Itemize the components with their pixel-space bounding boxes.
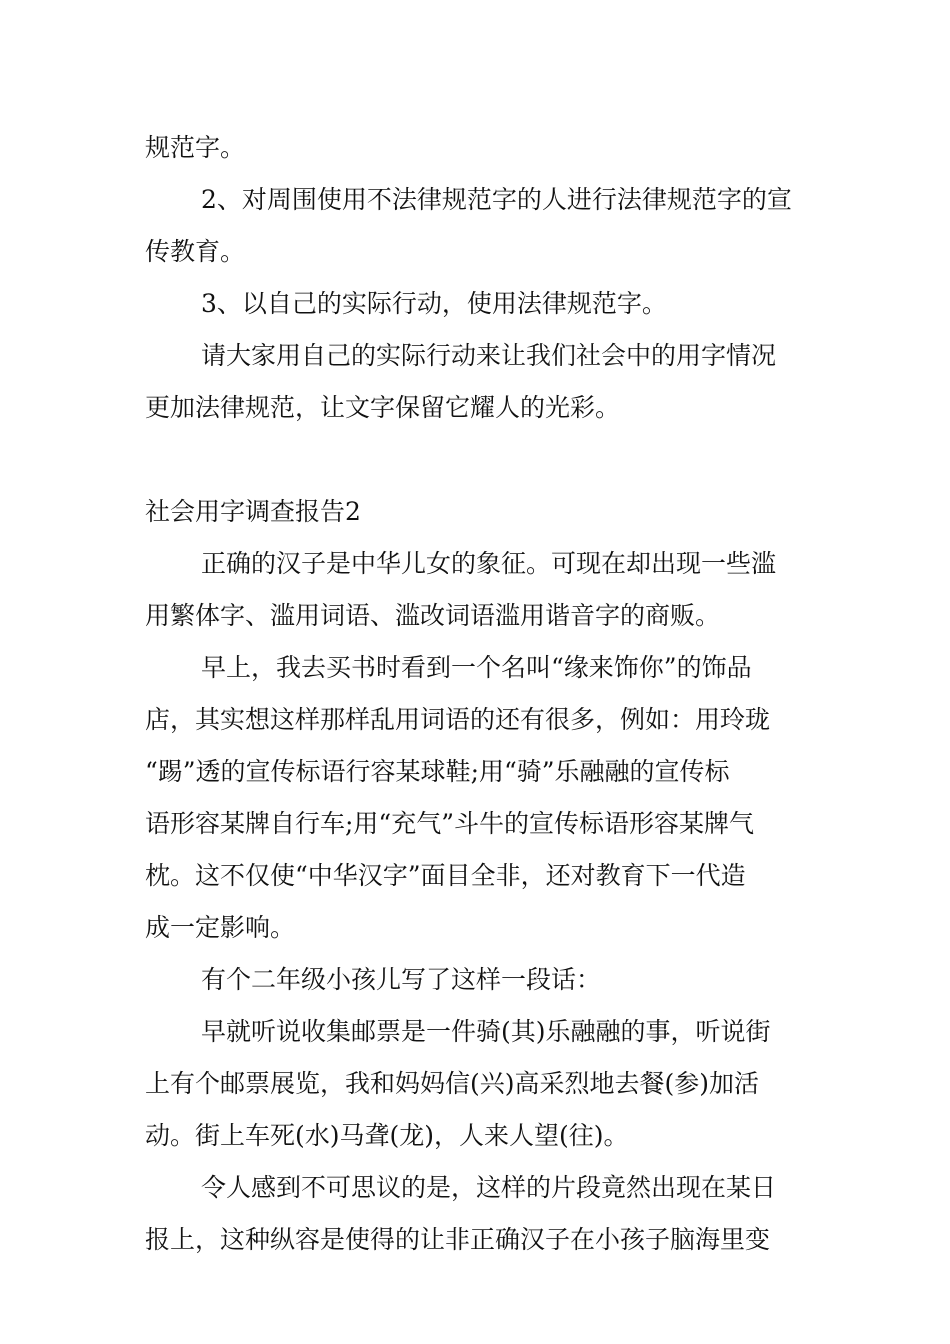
text-line: 3、以自己的实际行动，使用法律规范字。	[201, 289, 667, 318]
text-line: 规范字。	[145, 133, 246, 162]
text-line: 早就听说收集邮票是一件骑(其)乐融融的事，听说街	[201, 1017, 771, 1046]
section-heading: 社会用字调查报告2	[145, 497, 361, 526]
paragraph-gap	[145, 434, 807, 486]
text-line: 枕。这不仅使“中华汉字”面目全非，还对教育下一代造	[145, 861, 746, 890]
text-line: 传教育。	[145, 237, 246, 266]
text-line: 正确的汉子是中华儿女的象征。可现在却出现一些滥	[201, 549, 777, 578]
text-line: 报上，这种纵容是使得的让非正确汉子在小孩子脑海里变	[145, 1225, 771, 1254]
text-line: 店，其实想这样那样乱用词语的还有很多，例如：用玲珑	[145, 705, 771, 734]
text-line: “踢”透的宣传标语行容某球鞋;用“骑”乐融融的宣传标	[145, 757, 730, 786]
text-line: 令人感到不可思议的是，这样的片段竟然出现在某日	[201, 1173, 777, 1202]
text-line: 用繁体字、滥用词语、滥改词语滥用谐音字的商贩。	[145, 601, 721, 630]
text-line: 语形容某牌自行车;用“充气”斗牛的宣传标语形容某牌气	[145, 809, 754, 838]
text-line: 更加法律规范，让文字保留它耀人的光彩。	[145, 393, 621, 422]
text-line: 请大家用自己的实际行动来让我们社会中的用字情况	[201, 341, 777, 370]
text-line: 动。街上车死(水)马聋(龙)，人来人望(往)。	[145, 1121, 629, 1150]
text-line: 2、对周围使用不法律规范字的人进行法律规范字的宣	[201, 185, 792, 214]
document-page	[145, 122, 807, 1266]
text-line: 早上，我去买书时看到一个名叫“缘来饰你”的饰品	[201, 653, 752, 682]
text-line: 成一定影响。	[145, 913, 296, 942]
text-line: 上有个邮票展览，我和妈妈信(兴)高采烈地去餐(参)加活	[145, 1069, 760, 1098]
text-line: 有个二年级小孩儿写了这样一段话：	[201, 965, 602, 994]
